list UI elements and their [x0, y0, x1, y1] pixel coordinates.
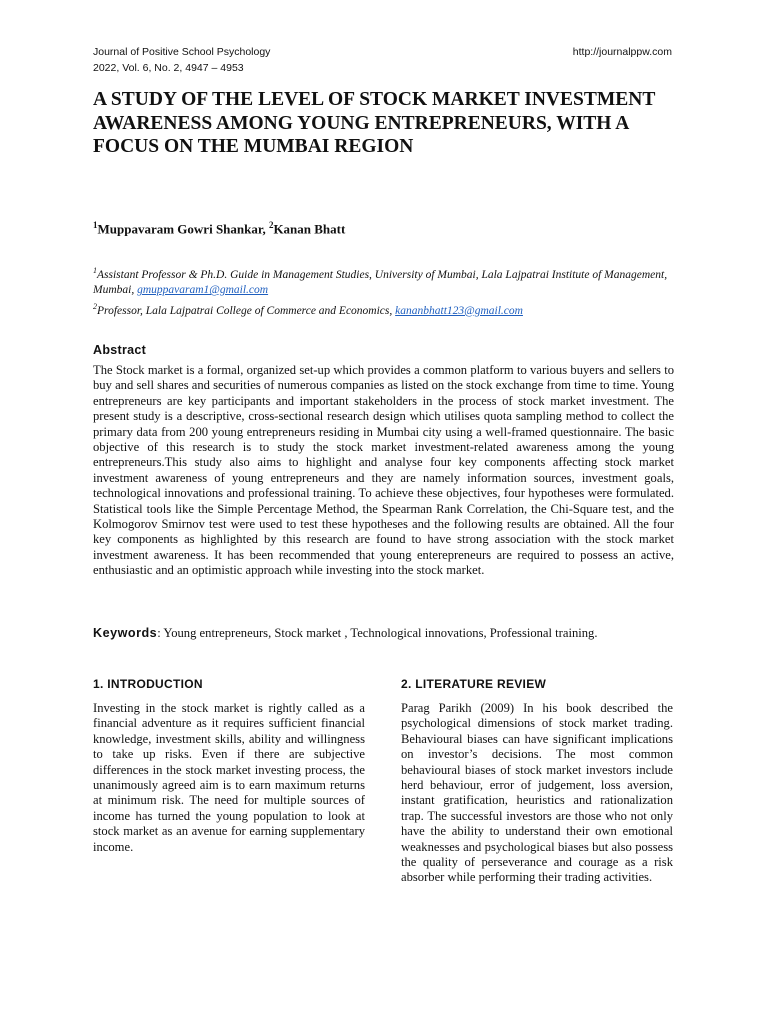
- journal-name: Journal of Positive School Psychology: [93, 46, 271, 58]
- author-2-name: Kanan Bhatt: [273, 221, 346, 237]
- abstract-heading: Abstract: [93, 343, 147, 357]
- running-header-left: [93, 44, 270, 76]
- journal-url[interactable]: http://journalppw.com: [572, 46, 672, 58]
- affiliation-1-text: Assistant Professor & Ph.D. Guide in Management Studies, University of Mumbai, Lala Lajpatrai Institute of Management, Mumbai,: [93, 268, 668, 297]
- keywords-label: Keywords: [93, 626, 158, 640]
- journal-citation: 2022, Vol. 6, No. 2, 4947 – 4953: [93, 62, 244, 74]
- author-1-sup: 1: [93, 220, 98, 230]
- affiliation-2-sup: 2: [93, 301, 97, 311]
- author-list: [93, 220, 345, 237]
- section-heading-introduction: 1. INTRODUCTION: [93, 677, 203, 691]
- affiliation-1-email[interactable]: gmuppavaram1@gmail.com: [137, 284, 269, 297]
- keywords-text: : Young entrepreneurs, Stock market , Technological innovations, Professional training.: [157, 626, 598, 640]
- literature-review-body: Parag Parikh (2009) In his book described the psychological dimensions of stock market trading. Behavioural biases can have significant implications on investor’s decisions. The most common behavioural biases of stock market investors include herd behaviour, error of judgement, loss aversion, instant gratification, heuristics and rationalization trap. The successful investors are those who not only have the ability to understand their own emotional weaknesses and psychological biases but also possess the quality of perseverance and courage as a risk absorber while performing their trading activities.: [401, 701, 673, 885]
- affiliation-2-text: Professor, Lala Lajpatrai College of Commerce and Economics,: [97, 304, 396, 317]
- affiliations: [93, 263, 683, 319]
- introduction-body: Investing in the stock market is rightly called as a financial adventure as it requires sufficient financial knowledge, investment skills, ability and willingness to take up risks. Even if there are subjective differences in the stock market investing process, the unanimously agreed aim is to earn maximum returns at minimum risk. The need for multiple sources of income has turned the young population to look at stock market as an avenue for earning supplementary income.: [93, 701, 365, 854]
- affiliation-1-sup: 1: [93, 266, 97, 275]
- affiliation-2-email[interactable]: kananbhatt123@gmail.com: [395, 304, 523, 317]
- keywords: [93, 626, 598, 641]
- author-1-name: Muppavaram Gowri Shankar,: [97, 221, 266, 237]
- author-2-sup: 2: [268, 220, 274, 230]
- paper-title: A STUDY OF THE LEVEL OF STOCK MARKET INVESTMENT AWARENESS AMONG YOUNG ENTREPRENEURS, WITH A FOCUS ON THE MUMBAI REGION: [93, 89, 656, 157]
- abstract-body: The Stock market is a formal, organized set-up which provides a common platform to various buyers and sellers to buy and sell shares and securities of numerous companies as listed on the stock exchange from time to time. Young entrepreneurs are key participants and important stakeholders in the process of stock market investment. The present study is a descriptive, cross-sectional research design which utilises quota sampling method to collect the primary data from 200 young entrepreneurs residing in Mumbai city using a well-framed questionnaire. The basic objective of this research is to study the stock market investment-related awareness among the young entrepreneurs.This study also aims to highlight and analyse four key components affecting stock market investment awareness of young entrepreneurs and they are namely information sources, investment goals, technological innovations and professional training. To achieve these objectives, four hypotheses were formulated. Statistical tools like the Simple Percentage Method, the Spearman Rank Correlation, the Chi-Square test, and the Kolmogorov Smirnov test were used to test these hypotheses and the following results are obtained. All the four key components as highlighted by this research are found to have strong association with the stock market investment awareness. It has been recommended that young enterepreneurs are required to possess an active, enthusiastic and an optimistic approach while investing into the stock market.: [93, 363, 674, 578]
- affiliation-1: [93, 263, 683, 299]
- affiliation-2: [93, 299, 683, 319]
- section-heading-literature-review: 2. LITERATURE REVIEW: [401, 677, 547, 691]
